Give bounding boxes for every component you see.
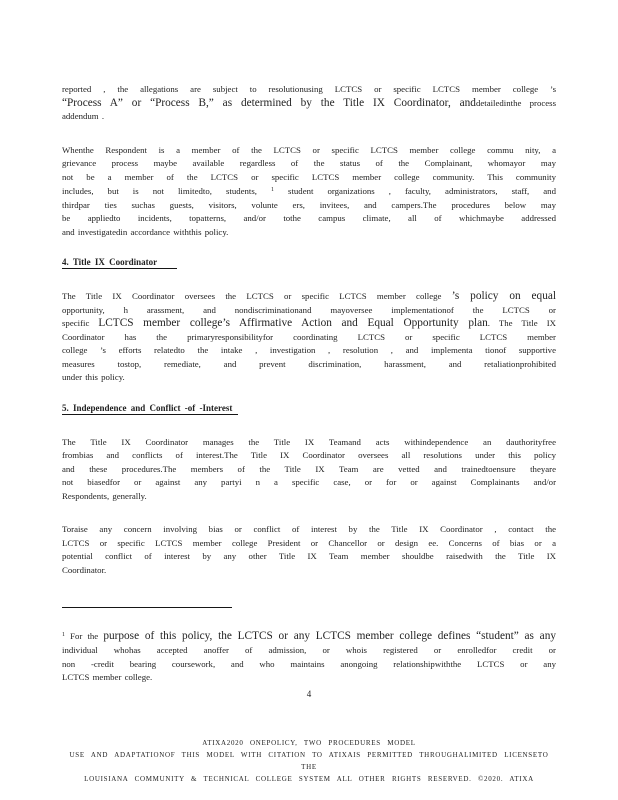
text-line — [62, 226, 556, 240]
text-segment: detailedinthe process — [475, 97, 557, 108]
text-line — [62, 564, 556, 578]
text-segment: includes, but is not limitedto, students, — [62, 186, 272, 196]
text-segment: Coordinator. — [62, 564, 107, 575]
footnote — [62, 628, 556, 685]
text-line — [62, 671, 556, 685]
text-line — [62, 537, 556, 551]
paragraph — [62, 144, 556, 240]
text-segment: ’s policy on equal — [451, 290, 556, 302]
text-segment: opportunity, h arassment, and nondiscriminationand mayoversee implementationof the LCTCS or — [62, 304, 556, 315]
text-line — [62, 358, 556, 372]
footnote-rule — [62, 607, 232, 608]
footer-line: LOUISIANA COMMUNITY & TECHNICAL COLLEGE SYSTEM ALL OTHER RIGHTS RESERVED. ©2020. ATIXA — [84, 774, 534, 783]
section-heading-text: 5. Independence and Conflict -of -Interest — [62, 402, 238, 415]
text-line — [62, 290, 556, 304]
text-line — [62, 212, 556, 226]
text-line — [62, 304, 556, 318]
text-line — [62, 144, 556, 158]
text-line — [62, 83, 556, 97]
text-segment: Respondents, generally. — [62, 490, 147, 501]
text-line — [62, 658, 556, 672]
text-segment: reported , the allegations are subject to resolutionusing LCTCS or specific LCTCS member college ’s — [62, 84, 556, 94]
text-segment: potential conflict of interest by any other Title IX Team member shouldbe raisedwith the Title IX — [62, 551, 556, 561]
text-line — [62, 523, 556, 537]
text-segment: college ’s efforts relatedto the intake , investigation , resolution , and implementa tionof supportive — [62, 345, 556, 355]
text-line — [62, 317, 556, 331]
text-segment: student organizations , faculty, administrators, staff, and — [274, 186, 556, 196]
text-segment: specific — [62, 318, 99, 328]
text-line — [62, 184, 556, 199]
paragraph — [62, 290, 556, 385]
text-line — [62, 157, 556, 171]
text-line — [62, 97, 556, 111]
text-segment: For the — [65, 631, 104, 641]
page-body — [62, 83, 556, 685]
section-heading — [62, 398, 556, 416]
text-line — [62, 449, 556, 463]
paragraph — [62, 436, 556, 504]
page-number: 4 — [306, 688, 312, 699]
text-segment: . The Title IX — [487, 318, 556, 328]
text-line — [62, 331, 556, 345]
footnote-marker: 1 — [271, 187, 275, 193]
text-segment: not be a member of the LCTCS or specific LCTCS member college community. This community — [62, 171, 556, 182]
text-line — [62, 463, 556, 477]
text-line — [62, 371, 556, 385]
text-line — [62, 476, 556, 490]
text-segment: non -credit bearing coursework, and who maintains anongoing relationshipwiththe LCTCS or any — [62, 658, 556, 669]
footer-line: USE AND ADAPTATIONOF THIS MODEL WITH CITATION TO ATIXAIS PERMITTED THROUGHALIMITED LICENSETO THE — [69, 750, 549, 771]
text-line — [62, 628, 556, 644]
text-line — [62, 550, 556, 564]
paragraph — [62, 83, 556, 124]
text-segment: The Title IX Coordinator oversees the LCTCS or specific LCTCS member college — [62, 291, 452, 301]
section-heading — [62, 252, 556, 270]
section-heading-text: 4. Title IX Coordinator — [62, 256, 177, 269]
text-segment: grievance process maybe available regardless of the status of the Complainant, whomayor may — [62, 158, 556, 168]
text-segment: Coordinator has the primaryresponsibilityfor coordinating LCTCS or specific LCTCS member — [62, 331, 556, 342]
text-segment: Whenthe Respondent is a member of the LCTCS or specific LCTCS member college commu nity, a — [62, 144, 556, 155]
text-segment: under this policy. — [62, 372, 125, 382]
text-segment: The Title IX Coordinator manages the Title IX Teamand acts withindependence an dauthorityfree — [62, 436, 556, 447]
text-segment: thirdpar ties suchas guests, visitors, volunte ers, invitees, and campers.The procedures below may — [62, 199, 556, 210]
text-segment: individual whohas accepted anoffer of admission, or whois registered or enrolledfor credit or — [62, 645, 556, 655]
text-segment: LCTCS member college’s Affirmative Action and Equal Opportunity plan — [98, 317, 488, 329]
page-footer — [62, 737, 556, 785]
text-line — [62, 199, 556, 213]
text-segment: “Process A” or “Process B,” as determined by the Title IX Coordinator, and — [62, 96, 476, 109]
text-line — [62, 110, 556, 124]
text-segment: frombias and conflicts of interest.The Title IX Coordinator oversees all resolutions under this policy — [62, 450, 556, 460]
paragraph — [62, 523, 556, 577]
text-line — [62, 344, 556, 358]
text-segment: and these procedures.The members of the Title IX Team are vetted and trainedtoensure theyare — [62, 463, 556, 474]
text-segment: Toraise any concern involving bias or conflict of interest by the Title IX Coordinator , contact the — [62, 524, 556, 534]
footnote-marker: 1 — [62, 632, 65, 638]
text-segment: LCTCS or specific LCTCS member college President or Chancellor or design ee. Concerns of bias or a — [62, 537, 556, 548]
text-line — [62, 436, 556, 450]
text-line — [62, 644, 556, 658]
text-line — [62, 490, 556, 504]
text-segment: addendum . — [62, 111, 105, 121]
footer-line: ATIXA2020 ONEPOLICY, TWO PROCEDURES MODEL — [202, 738, 416, 747]
text-segment: be appliedto incidents, topatterns, and/or tothe campus climate, all of whichmaybe addressed — [62, 213, 556, 223]
text-segment: not biasedfor or against any partyi n a specific case, or for or against Complainants and/or — [62, 477, 556, 487]
text-segment: LCTCS member college. — [62, 672, 153, 682]
text-segment: measures tostop, remediate, and prevent discrimination, harassment, and retaliationprohibited — [62, 358, 556, 369]
text-segment: purpose of this policy, the LCTCS or any LCTCS member college defines “student” as any — [103, 630, 556, 642]
text-line — [62, 171, 556, 185]
text-segment: and investigatedin accordance withthis policy. — [62, 226, 229, 237]
